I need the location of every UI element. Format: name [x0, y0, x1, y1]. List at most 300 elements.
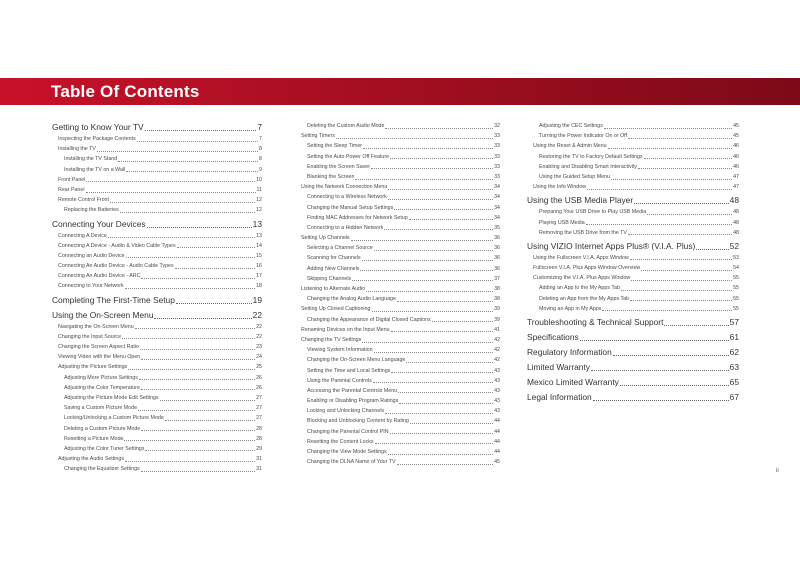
toc-entry-page: 55	[733, 275, 739, 282]
toc-entry-page: 55	[733, 285, 739, 292]
toc-entry[interactable]	[527, 240, 739, 253]
toc-entry[interactable]	[527, 294, 739, 304]
toc-entry-title: Getting to Know Your TV	[52, 122, 144, 132]
toc-entry-page: 54	[733, 265, 739, 272]
toc-entry-title: Installing the TV	[58, 146, 96, 153]
toc-entry-title: Customizing the V.I.A. Plus Apps Window	[533, 275, 631, 282]
toc-entry-title: Skipping Channels	[307, 275, 352, 282]
toc-entry-page: 31	[256, 456, 262, 463]
toc-entry-title: Changing the On-Screen Menu Language	[307, 357, 406, 364]
toc-leader-dots	[110, 202, 255, 203]
toc-leader-dots	[634, 203, 729, 204]
toc-entry-title: Inspecting the Package Contents	[58, 136, 136, 142]
toc-entry-page: 15	[256, 252, 262, 259]
toc-entry-page: 57	[729, 317, 739, 327]
toc-entry-title: Setting Up Channels	[301, 235, 350, 242]
toc-entry-page: 41	[494, 326, 500, 333]
toc-entry-page: 52	[729, 240, 739, 251]
toc-entry[interactable]	[52, 144, 262, 154]
toc-leader-dots	[410, 423, 493, 424]
toc-entry[interactable]	[52, 251, 262, 261]
toc-entry-page: 42	[494, 347, 500, 354]
toc-leader-dots	[351, 240, 494, 241]
toc-entry[interactable]	[295, 325, 500, 335]
toc-entry-title: Connecting an Audio Device	[58, 252, 125, 259]
toc-entry-title: Setting the Auto Power Off Feature	[307, 153, 390, 160]
toc-entry-page: 8	[259, 146, 262, 153]
toc-entry-title: Using the USB Media Player	[527, 195, 634, 206]
toc-entry-title: Remote Control Front	[58, 197, 109, 204]
toc-entry-page: 36	[494, 245, 500, 252]
toc-entry-page: 44	[494, 449, 500, 455]
toc-entry-title: Navigating the On-Screen Menu	[58, 323, 134, 330]
toc-entry-page: 24	[256, 354, 262, 361]
toc-leader-dots	[388, 199, 493, 200]
toc-entry-page: 12	[256, 207, 262, 214]
toc-entry-title: Scanning for Channels	[307, 255, 361, 262]
toc-entry-title: Using the Reset & Admin Menu	[533, 143, 607, 150]
toc-leader-dots	[385, 413, 493, 414]
toc-entry[interactable]	[52, 121, 262, 134]
toc-entry[interactable]	[527, 194, 739, 207]
toc-entry[interactable]	[52, 464, 262, 474]
toc-entry-title: Restoring the TV to Factory Default Settings	[539, 153, 643, 160]
toc-entry-page: 55	[733, 295, 739, 302]
toc-entry[interactable]	[52, 362, 262, 372]
toc-entry-page: 38	[494, 296, 500, 303]
toc-entry-title: Adjusting the Picture Mode Edit Settings	[64, 394, 159, 401]
toc-entry[interactable]	[52, 195, 262, 205]
toc-entry[interactable]	[295, 396, 500, 406]
toc-entry-title: Resetting the Content Locks	[307, 438, 374, 445]
toc-entry-page: 14	[256, 242, 262, 249]
toc-entry[interactable]	[527, 331, 739, 344]
toc-entry[interactable]	[527, 172, 739, 182]
toc-entry[interactable]	[527, 141, 739, 151]
toc-entry-title: Blocking and Unblocking Content by Rating	[307, 418, 409, 425]
toc-entry[interactable]	[295, 253, 500, 263]
toc-entry-title: Adding an App to the My Apps Tab	[539, 285, 620, 292]
toc-leader-dots	[141, 430, 255, 431]
toc-entry-page: 35	[494, 224, 500, 231]
toc-entry[interactable]	[52, 154, 262, 164]
toc-leader-dots	[638, 168, 732, 169]
toc-entry-page: 33	[494, 153, 500, 160]
toc-entry-page: 45	[733, 133, 739, 140]
toc-entry-title: Using the Info Window	[533, 184, 586, 191]
toc-entry-title: Connecting An Audio Device - Audio Cable Types	[58, 263, 174, 270]
toc-leader-dots	[124, 440, 255, 441]
toc-entry-page: 55	[733, 305, 739, 312]
toc-leader-dots	[140, 349, 255, 350]
toc-leader-dots	[373, 382, 493, 383]
toc-entry-page: 43	[494, 408, 500, 415]
toc-entry[interactable]	[52, 373, 262, 383]
toc-entry[interactable]	[295, 315, 500, 325]
toc-entry[interactable]	[295, 416, 500, 426]
toc-entry-page: 27	[256, 405, 262, 412]
toc-leader-dots	[628, 138, 732, 139]
toc-entry[interactable]	[295, 274, 500, 284]
toc-entry[interactable]	[295, 243, 500, 253]
toc-column-3	[527, 121, 739, 404]
toc-entry-title: Setting Timers	[301, 133, 335, 140]
toc-entry[interactable]	[52, 281, 262, 291]
toc-entry-title: Connecting Your Devices	[52, 218, 146, 229]
toc-entry-page: 42	[494, 357, 500, 364]
toc-entry[interactable]	[527, 316, 739, 329]
toc-entry[interactable]	[295, 284, 500, 294]
toc-leader-dots	[141, 359, 255, 360]
toc-entry[interactable]	[527, 361, 739, 374]
toc-entry[interactable]	[295, 457, 500, 467]
toc-entry-page: 36	[494, 265, 500, 272]
toc-leader-dots	[120, 212, 255, 213]
toc-leader-dots	[630, 259, 732, 260]
toc-entry-page: 37	[494, 275, 500, 282]
toc-entry-page: 34	[494, 204, 500, 211]
toc-entry[interactable]	[295, 447, 500, 457]
toc-entry-page: 47	[733, 173, 739, 180]
toc-entry-title: Front Panel	[58, 176, 86, 183]
toc-leader-dots	[374, 352, 494, 353]
toc-entry[interactable]	[295, 304, 500, 314]
toc-leader-dots	[394, 209, 493, 210]
toc-entry-title: Changing the Parental Control PIN	[307, 428, 389, 435]
toc-leader-dots	[664, 325, 728, 326]
toc-entry-title: Locking/Unlocking a Custom Picture Mode	[64, 415, 164, 422]
toc-entry-title: Viewing Video with the Menu Open	[58, 354, 141, 361]
toc-leader-dots	[139, 379, 255, 380]
toc-entry-title: Setting the Time and Local Settings	[307, 367, 391, 374]
toc-entry[interactable]	[295, 345, 500, 355]
toc-entry-title: Connecting to a Hidden Network	[307, 224, 384, 231]
toc-entry-page: 25	[256, 364, 262, 371]
toc-leader-dots	[371, 168, 493, 169]
toc-entry[interactable]	[295, 264, 500, 274]
toc-entry-page: 61	[729, 332, 739, 342]
toc-leader-dots	[138, 410, 255, 411]
toc-entry[interactable]	[52, 383, 262, 393]
toc-entry[interactable]	[295, 366, 500, 376]
toc-leader-dots	[362, 260, 494, 261]
toc-entry[interactable]	[295, 162, 500, 172]
toc-entry[interactable]	[52, 241, 262, 251]
toc-entry-page: 28	[256, 425, 262, 432]
toc-entry-title: Playing USB Media	[539, 219, 585, 226]
toc-entry[interactable]	[295, 376, 500, 386]
toc-leader-dots	[593, 400, 729, 401]
toc-entry-page: 32	[494, 123, 500, 129]
toc-entry-page: 48	[733, 209, 739, 216]
toc-entry-title: Locking and Unlocking Channels	[307, 408, 385, 415]
toc-leader-dots	[398, 392, 493, 393]
toc-entry-title: Using the Parental Controls	[307, 377, 372, 384]
toc-entry-title: Completing The First-Time Setup	[52, 294, 175, 305]
page-title: Table Of Contents	[51, 82, 200, 101]
toc-entry-page: 10	[256, 176, 262, 183]
toc-leader-dots	[580, 340, 729, 341]
toc-entry-title: Connecting An Audio Device - ARC	[58, 273, 141, 280]
toc-column-2	[295, 121, 500, 467]
toc-entry[interactable]	[527, 162, 739, 172]
toc-entry-page: 28	[256, 435, 262, 442]
toc-entry-title: Enabling and Disabling Smart Interactivity	[539, 163, 638, 170]
toc-entry[interactable]	[52, 413, 262, 423]
toc-leader-dots	[604, 128, 732, 129]
toc-leader-dots	[409, 219, 493, 220]
toc-entry-title: Using the Guided Setup Menu	[539, 173, 610, 180]
toc-entry-page: 22	[252, 309, 262, 320]
toc-entry[interactable]	[52, 294, 262, 307]
toc-entry-title: Connecting A Device	[58, 232, 107, 239]
toc-entry[interactable]	[295, 355, 500, 365]
toc-entry-title: Rear Panel	[58, 186, 85, 193]
toc-leader-dots	[631, 280, 732, 281]
toc-entry-title: Changing the DLNA Name of Your TV	[307, 459, 396, 466]
toc-entry[interactable]	[295, 223, 500, 233]
toc-entry-page: 34	[494, 214, 500, 221]
toc-entry-page: 46	[733, 163, 739, 170]
toc-leader-dots	[97, 151, 258, 152]
toc-entry-title: Installing the TV on a Wall	[64, 166, 126, 173]
toc-entry[interactable]	[527, 253, 739, 263]
toc-entry[interactable]	[295, 131, 500, 141]
toc-entry-page: 11	[256, 186, 262, 193]
toc-leader-dots	[375, 443, 494, 444]
toc-leader-dots	[586, 224, 732, 225]
toc-entry[interactable]	[52, 444, 262, 454]
toc-leader-dots	[372, 311, 494, 312]
toc-entry-title: Changing the Analog Audio Language	[307, 296, 396, 303]
toc-entry-page: 43	[494, 377, 500, 384]
toc-entry[interactable]	[52, 434, 262, 444]
toc-entry-page: 45	[733, 123, 739, 129]
toc-entry-page: 33	[494, 173, 500, 180]
toc-entry-page: 27	[256, 415, 262, 422]
toc-entry-title: Changing the Manual Setup Settings	[307, 204, 394, 211]
toc-entry[interactable]	[527, 376, 739, 389]
toc-entry-page: 7	[259, 136, 262, 142]
toc-entry[interactable]	[295, 152, 500, 162]
toc-entry-title: Legal Information	[527, 392, 592, 402]
toc-entry-page: 31	[256, 466, 262, 473]
toc-entry[interactable]	[52, 352, 262, 362]
toc-leader-dots	[391, 331, 493, 332]
toc-entry[interactable]	[295, 141, 500, 151]
toc-leader-dots	[362, 342, 493, 343]
toc-entry[interactable]	[527, 121, 739, 131]
toc-entry[interactable]	[52, 261, 262, 271]
toc-leader-dots	[336, 138, 493, 139]
toc-leader-dots	[647, 214, 732, 215]
toc-entry-page: 34	[494, 184, 500, 191]
toc-entry[interactable]	[52, 271, 262, 281]
toc-entry-title: Adjusting the CEC Settings	[539, 123, 603, 129]
toc-entry-page: 36	[494, 255, 500, 262]
toc-entry[interactable]	[52, 231, 262, 241]
toc-entry-page: 9	[259, 166, 262, 173]
toc-leader-dots	[141, 389, 255, 390]
toc-entry-page: 42	[494, 336, 500, 343]
toc-entry[interactable]	[527, 304, 739, 314]
toc-entry-title: Adding New Channels	[307, 265, 360, 272]
toc-entry-page: 36	[494, 235, 500, 242]
toc-entry-page: 46	[733, 153, 739, 160]
toc-leader-dots	[391, 372, 493, 373]
toc-entry[interactable]	[295, 213, 500, 223]
toc-entry-page: 18	[256, 283, 262, 290]
toc-leader-dots	[397, 301, 493, 302]
toc-entry[interactable]	[52, 403, 262, 413]
toc-leader-dots	[137, 141, 258, 142]
toc-entry-title: Deleting the Custom Audio Mode	[307, 123, 385, 129]
toc-entry-page: 48	[733, 219, 739, 226]
toc-leader-dots	[126, 171, 258, 172]
toc-leader-dots	[366, 291, 493, 292]
toc-leader-dots	[388, 189, 493, 190]
toc-entry-title: Removing the USB Drive from the TV	[539, 229, 627, 236]
toc-entry[interactable]	[527, 228, 739, 238]
toc-entry[interactable]	[52, 322, 262, 332]
toc-entry-title: Installing the TV Stand	[64, 156, 118, 163]
toc-entry[interactable]	[52, 309, 262, 322]
toc-column-1	[52, 121, 262, 474]
toc-entry[interactable]	[52, 165, 262, 175]
toc-entry-title: Listening to Alternate Audio	[301, 286, 366, 292]
toc-entry[interactable]	[295, 182, 500, 192]
toc-leader-dots	[145, 130, 257, 131]
toc-leader-dots	[141, 278, 255, 279]
toc-leader-dots	[611, 179, 732, 180]
toc-entry[interactable]	[295, 233, 500, 243]
toc-leader-dots	[160, 400, 256, 401]
toc-entry[interactable]	[295, 437, 500, 447]
toc-leader-dots	[620, 385, 729, 386]
toc-entry-title: Viewing System Information	[307, 347, 373, 354]
toc-entry-page: 26	[256, 374, 262, 381]
toc-entry[interactable]	[52, 205, 262, 215]
toc-entry-page: 16	[256, 263, 262, 270]
header-banner	[0, 78, 800, 105]
toc-entry-title: Connecting A Device - Audio & Video Cable Types	[58, 242, 176, 249]
toc-entry-page: 22	[256, 333, 262, 340]
toc-entry[interactable]	[295, 172, 500, 182]
toc-entry-title: Limited Warranty	[527, 362, 590, 372]
toc-entry-title: Mexico Limited Warranty	[527, 377, 619, 387]
toc-entry-title: Blanking the Screen	[307, 173, 355, 180]
toc-entry[interactable]	[527, 263, 739, 273]
page-number: ii	[776, 468, 779, 474]
toc-entry-title: Changing the Screen Aspect Ratio	[58, 344, 139, 350]
toc-entry[interactable]	[52, 185, 262, 195]
toc-entry[interactable]	[52, 424, 262, 434]
toc-leader-dots	[587, 189, 732, 190]
toc-entry-title: Changing the View Mode Settings	[307, 449, 387, 455]
toc-leader-dots	[145, 450, 255, 451]
toc-entry-title: Changing the TV Settings	[301, 336, 362, 343]
toc-entry[interactable]	[295, 386, 500, 396]
toc-entry-title: Deleting an App from the My Apps Tab	[539, 295, 630, 302]
toc-entry-title: Regulatory Information	[527, 347, 612, 357]
toc-leader-dots	[125, 288, 255, 289]
toc-entry[interactable]	[52, 454, 262, 464]
toc-leader-dots	[363, 148, 493, 149]
toc-entry[interactable]	[527, 131, 739, 141]
toc-leader-dots	[399, 403, 493, 404]
toc-entry-page: 39	[494, 316, 500, 323]
toc-entry-page: 26	[256, 384, 262, 391]
toc-entry-page: 34	[494, 194, 500, 201]
toc-entry-title: Adjusting the Picture Settings	[58, 364, 128, 371]
toc-leader-dots	[696, 249, 728, 250]
toc-entry-page: 7	[257, 122, 262, 132]
toc-leader-dots	[390, 158, 493, 159]
toc-entry-page: 33	[494, 133, 500, 140]
toc-entry-page: 43	[494, 398, 500, 405]
toc-leader-dots	[108, 237, 255, 238]
toc-leader-dots	[125, 461, 255, 462]
toc-leader-dots	[406, 362, 493, 363]
toc-entry[interactable]	[52, 218, 262, 231]
toc-entry[interactable]	[527, 182, 739, 192]
toc-entry[interactable]	[527, 283, 739, 293]
toc-leader-dots	[432, 321, 493, 322]
toc-entry-title: Connecting to a Wireless Network	[307, 194, 387, 201]
toc-entry[interactable]	[52, 175, 262, 185]
toc-entry-page: 19	[252, 294, 262, 305]
toc-entry[interactable]	[295, 192, 500, 202]
toc-entry[interactable]	[295, 335, 500, 345]
toc-entry[interactable]	[52, 393, 262, 403]
toc-entry-page: 65	[729, 377, 739, 387]
toc-entry[interactable]	[527, 218, 739, 228]
toc-entry-page: 8	[259, 156, 262, 163]
toc-entry[interactable]	[527, 346, 739, 359]
toc-entry[interactable]	[295, 294, 500, 304]
toc-entry[interactable]	[527, 273, 739, 283]
toc-entry[interactable]	[527, 152, 739, 162]
toc-entry-title: Changing the Input Source	[58, 333, 122, 340]
toc-leader-dots	[154, 318, 251, 319]
toc-entry-page: 39	[494, 306, 500, 313]
toc-entry-title: Using the Fullscreen V.I.A. Apps Window	[533, 254, 629, 261]
toc-leader-dots	[613, 355, 729, 356]
toc-entry-page: 27	[256, 394, 262, 401]
toc-entry-title: Saving a Custom Picture Mode	[64, 405, 138, 412]
toc-entry-page: 44	[494, 418, 500, 425]
toc-leader-dots	[374, 250, 493, 251]
toc-leader-dots	[628, 234, 732, 235]
toc-entry-title: Fullscreen V.I.A. Plus Apps Window Overview	[533, 265, 641, 272]
toc-leader-dots	[177, 247, 256, 248]
toc-entry[interactable]	[52, 332, 262, 342]
toc-entry[interactable]	[527, 207, 739, 217]
toc-entry-page: 44	[494, 428, 500, 435]
toc-entry[interactable]	[295, 121, 500, 131]
toc-entry[interactable]	[295, 203, 500, 213]
toc-entry-page: 48	[729, 195, 739, 206]
toc-entry-title: Deleting a Custom Picture Mode	[64, 425, 141, 432]
toc-entry[interactable]	[295, 427, 500, 437]
toc-entry[interactable]	[52, 342, 262, 352]
toc-entry-title: Adjusting More Picture Settings	[64, 374, 138, 381]
toc-entry[interactable]	[52, 134, 262, 144]
toc-leader-dots	[630, 300, 732, 301]
toc-entry[interactable]	[295, 406, 500, 416]
toc-entry-title: Enabling or Disabling Program Ratings	[307, 398, 399, 405]
toc-entry[interactable]	[527, 391, 739, 404]
